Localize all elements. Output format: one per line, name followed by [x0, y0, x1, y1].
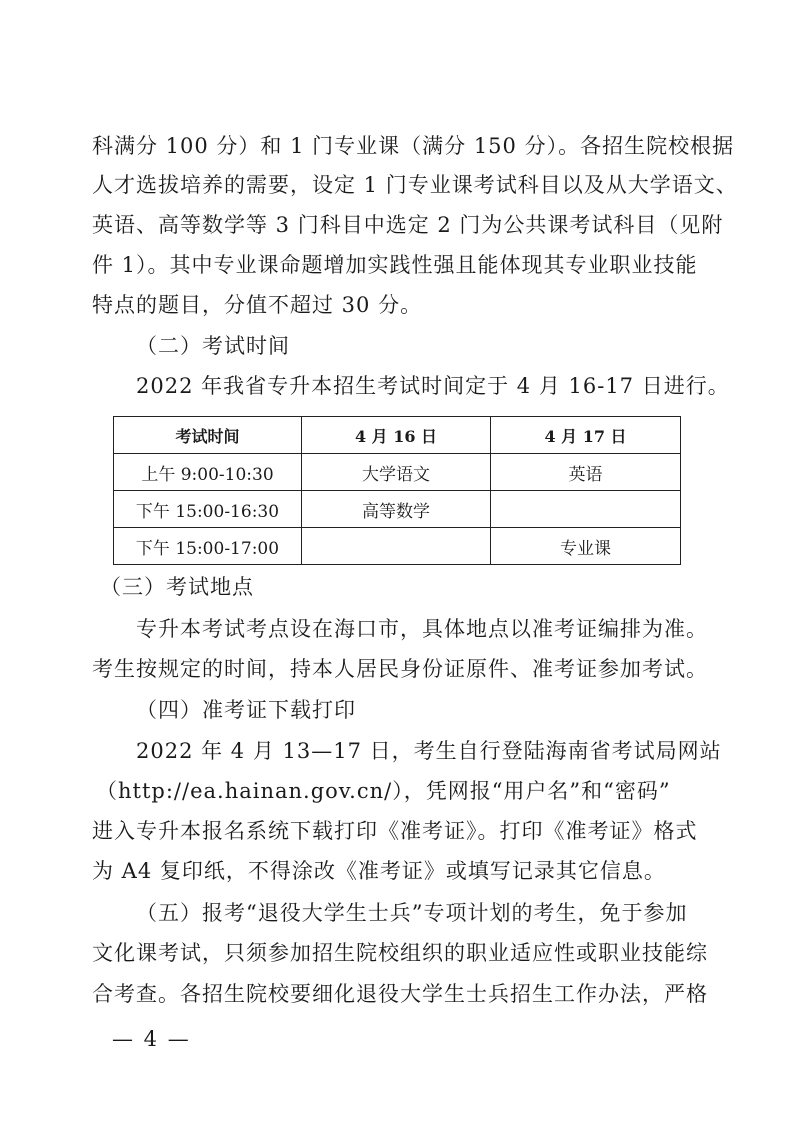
paragraph-line: 件 1）。其中专业课命题增加实践性强且能体现其专业职业技能 [92, 253, 698, 277]
table-header-row [114, 417, 681, 454]
paragraph-line: 进入专升本报名系统下载打印《准考证》。打印《准考证》格式 [92, 819, 698, 843]
paragraph-line: （五）报考“退役大学生士兵”专项计划的考生，免于参加 [136, 901, 688, 925]
paragraph-line: 专升本考试考点设在海口市，具体地点以准考证编排为准。 [136, 617, 708, 641]
paragraph-line: 科满分 100 分）和 1 门专业课（满分 150 分）。各招生院校根据 [92, 134, 735, 158]
table-cell: 专业课 [491, 528, 681, 565]
table-cell: 高等数学 [302, 491, 491, 528]
paragraph-line: （http://ea.hainan.gov.cn/），凭网报“用户名”和“密码” [96, 779, 671, 803]
table-row [114, 454, 681, 491]
paragraph-line: 英语、高等数学等 3 门科目中选定 2 门为公共课考试科目（见附 [92, 213, 724, 237]
table-row [114, 491, 681, 528]
paragraph-line: 人才选拔培养的需要，设定 1 门专业课考试科目以及从大学语文、 [92, 173, 738, 197]
table-cell: 上午 9:00-10:30 [114, 454, 302, 491]
table-cell [302, 528, 491, 565]
table-header-cell: 4 月 16 日 [302, 417, 491, 454]
section-heading-admission-ticket: （四）准考证下载打印 [136, 698, 356, 722]
table-cell: 大学语文 [302, 454, 491, 491]
table-row [114, 528, 681, 565]
exam-schedule-table [113, 416, 681, 565]
table-cell: 下午 15:00-17:00 [114, 528, 302, 565]
paragraph-line: 文化课考试，只须参加招生院校组织的职业适应性或职业技能综 [92, 941, 708, 965]
table-cell: 英语 [491, 454, 681, 491]
table-cell [491, 491, 681, 528]
paragraph-line: 2022 年 4 月 13—17 日，考生自行登陆海南省考试局网站 [136, 739, 722, 763]
page-number: — 4 — [112, 1027, 191, 1051]
paragraph-line: 合考查。各招生院校要细化退役大学生士兵招生工作办法，严格 [92, 982, 708, 1006]
section-heading-exam-time: （二）考试时间 [136, 334, 290, 358]
paragraph-line: 2022 年我省专升本招生考试时间定于 4 月 16-17 日进行。 [136, 374, 730, 398]
paragraph-line: 为 A4 复印纸，不得涂改《准考证》或填写记录其它信息。 [92, 859, 666, 883]
section-heading-exam-location: （三）考试地点 [100, 575, 254, 599]
paragraph-line: 考生按规定的时间，持本人居民身份证原件、准考证参加考试。 [92, 657, 708, 681]
table-cell: 下午 15:00-16:30 [114, 491, 302, 528]
table-header-cell: 考试时间 [114, 417, 302, 454]
table-header-cell: 4 月 17 日 [491, 417, 681, 454]
paragraph-line: 特点的题目，分值不超过 30 分。 [92, 293, 423, 317]
